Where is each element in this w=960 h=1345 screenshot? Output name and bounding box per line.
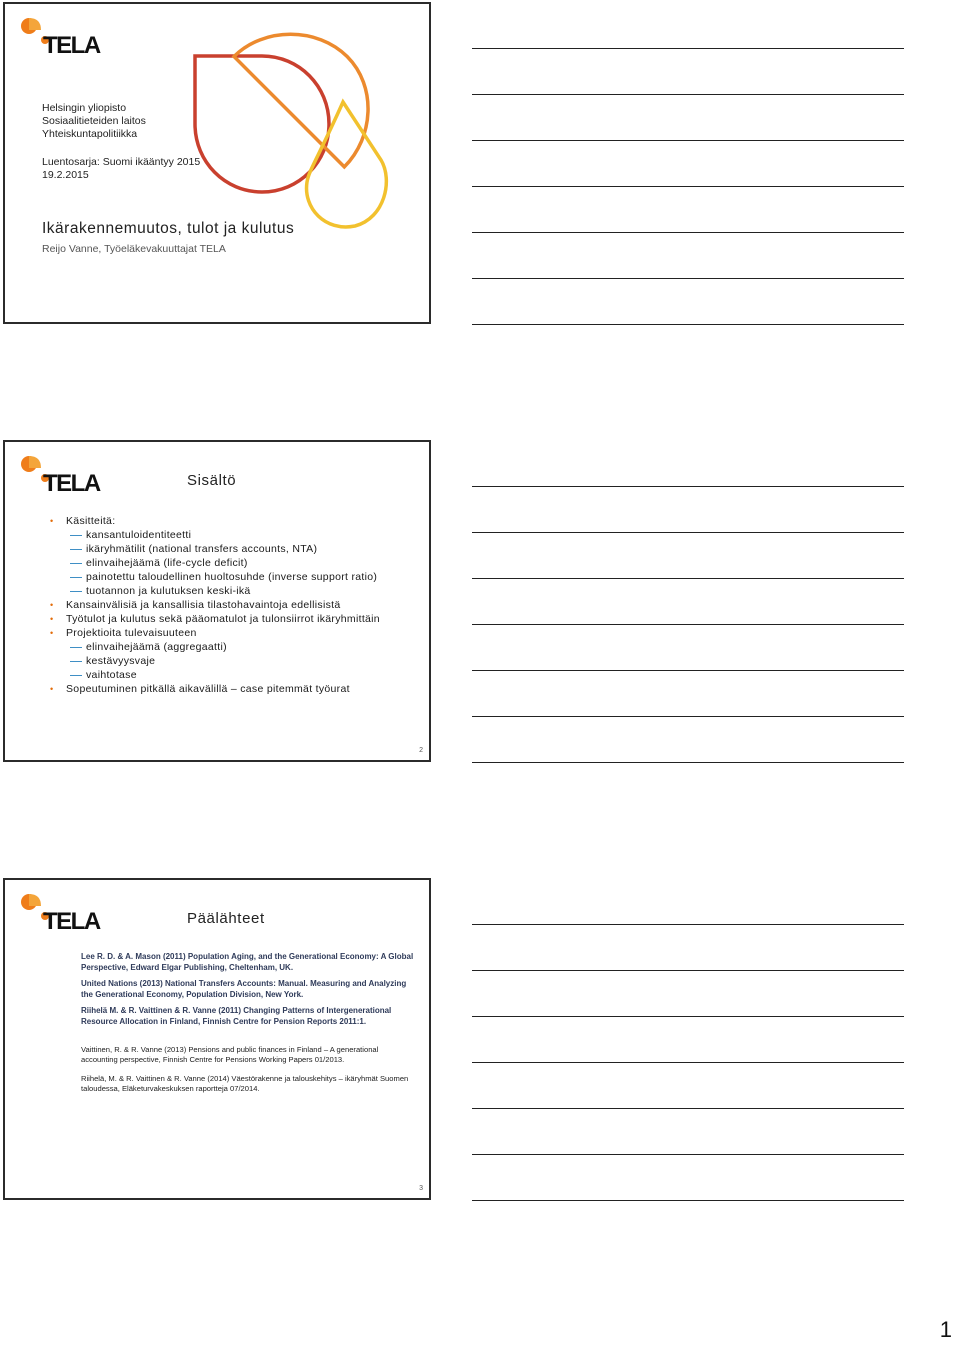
logo-text: TELA xyxy=(43,470,100,497)
course-block xyxy=(42,156,200,182)
slide-2 xyxy=(3,440,431,762)
note-line xyxy=(472,762,904,763)
agenda-subitem: tuotannon ja kulutuksen keski-ikä xyxy=(50,584,419,598)
reference-image-text: United Nations (2013) National Transfers Accounts: Manual. Measuring and Analyzing the Generational Economy, Population Division, New York. xyxy=(81,979,407,999)
tela-logo xyxy=(19,890,100,936)
course-name: Luentosarja: Suomi ikääntyy 2015 xyxy=(42,156,201,168)
note-line xyxy=(472,716,904,717)
note-line xyxy=(472,1108,904,1109)
agenda-subitem: painotettu taloudellinen huoltosuhde (inverse support ratio) xyxy=(50,570,419,584)
slide-1 xyxy=(3,2,431,324)
agenda-subitem: kansantuloidentiteetti xyxy=(50,528,419,542)
note-line xyxy=(472,1016,904,1017)
date: 19.2.2015 xyxy=(42,169,89,181)
presentation-title: Ikärakennemuutos, tulot ja kulutus xyxy=(42,220,295,237)
agenda-subitem: elinvaihejäämä (life-cycle deficit) xyxy=(50,556,419,570)
note-line xyxy=(472,1062,904,1063)
subject: Yhteiskuntapolitiikka xyxy=(42,128,138,140)
agenda-item: • Käsitteitä: xyxy=(50,514,419,528)
university: Helsingin yliopisto xyxy=(42,102,127,114)
slide-title: Sisältö xyxy=(187,472,237,489)
note-line xyxy=(472,578,904,579)
agenda-subitem: vaihtotase xyxy=(50,668,419,682)
slide-page-number: 2 xyxy=(419,747,423,754)
agenda-item: • Projektioita tulevaisuuteen xyxy=(50,626,419,640)
agenda-subitem: elinvaihejäämä (aggregaatti) xyxy=(50,640,419,654)
agenda-subitem: kestävyysvaje xyxy=(50,654,419,668)
note-line xyxy=(472,232,904,233)
note-line xyxy=(472,486,904,487)
note-line xyxy=(472,670,904,671)
reference-image-text: Riihelä M. & R. Vaittinen & R. Vanne (2011) Changing Patterns of Intergenerational Resource Allocation in Finland, Finnish Centre for Pension Reports 2011:1. xyxy=(81,1006,392,1026)
author: Reijo Vanne, Työeläkevakuuttajat TELA xyxy=(42,243,226,255)
reference-image-text: Lee R. D. & A. Mason (2011) Population Aging, and the Generational Economy: A Global Perspective, Edward Elgar Publishing, Cheltenham, UK. xyxy=(81,952,414,972)
note-line xyxy=(472,1154,904,1155)
references xyxy=(81,952,415,1103)
note-line xyxy=(472,1200,904,1201)
logo-text: TELA xyxy=(43,32,100,59)
note-line xyxy=(472,186,904,187)
agenda-item: • Työtulot ja kulutus sekä pääomatulot ja tulonsiirrot ikäryhmittäin xyxy=(50,612,419,626)
slide-3 xyxy=(3,878,431,1200)
note-line xyxy=(472,140,904,141)
note-line xyxy=(472,624,904,625)
department: Sosiaalitieteiden laitos xyxy=(42,115,146,127)
agenda-list xyxy=(50,514,419,696)
note-line xyxy=(472,48,904,49)
note-line xyxy=(472,94,904,95)
reference-text: Vaittinen, R. & R. Vanne (2013) Pensions and public finances in Finland – A generational accounting perspective, Finnish Centre for Pensions Working Papers 01/2013. xyxy=(81,1045,379,1064)
agenda-item: • Kansainvälisiä ja kansallisia tilastohavaintoja edellisistä xyxy=(50,598,419,612)
agenda-subitem: ikäryhmätilit (national transfers accounts, NTA) xyxy=(50,542,419,556)
agenda-item: • Sopeutuminen pitkällä aikavälillä – case pitemmät työurat xyxy=(50,682,419,696)
note-line xyxy=(472,924,904,925)
logo-text: TELA xyxy=(43,908,100,935)
note-line xyxy=(472,532,904,533)
slide-title: Päälähteet xyxy=(187,910,265,927)
reference-text: Riihelä, M. & R. Vaittinen & R. Vanne (2014) Väestörakenne ja talouskehitys – ikäryhmät Suomen taloudessa, Eläketurvakeskuksen raportteja 07/2014. xyxy=(81,1074,409,1093)
tela-logo xyxy=(19,452,100,498)
page-number: 1 xyxy=(939,1317,952,1342)
note-line xyxy=(472,324,904,325)
tela-logo xyxy=(19,14,100,60)
note-line xyxy=(472,970,904,971)
note-line xyxy=(472,278,904,279)
slide-page-number: 3 xyxy=(419,1185,423,1192)
university-block xyxy=(42,102,146,141)
